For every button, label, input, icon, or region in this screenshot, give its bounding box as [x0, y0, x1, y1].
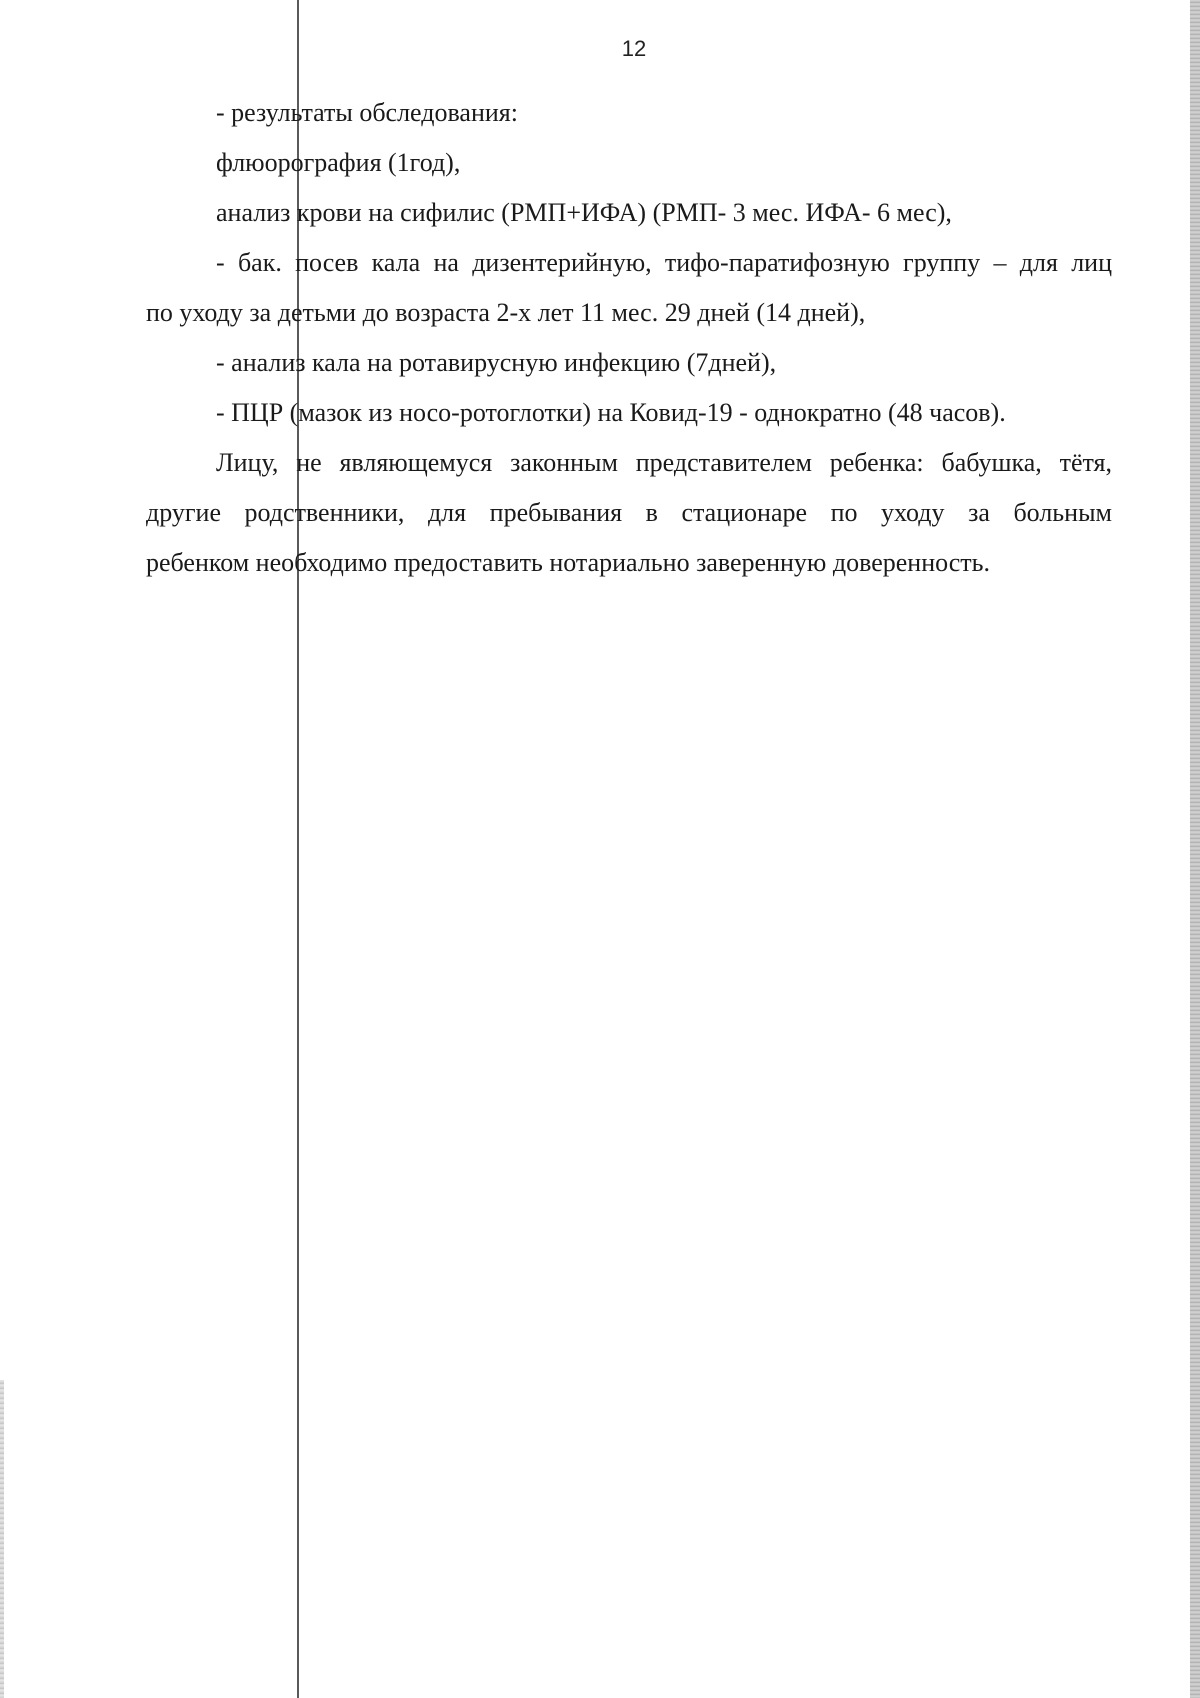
text-line-results: - результаты обследования:: [216, 98, 518, 127]
text-line-fluorography: флюорография (1год),: [216, 148, 461, 177]
text-line-non-guardian: Лицу, не являющемуся законным представителем ребенка: бабушка, тётя,: [216, 448, 1112, 477]
scan-edge-right: [1190, 0, 1200, 1698]
document-body: [146, 88, 1112, 588]
text-line-relatives: другие родственники, для пребывания в стационаре по уходу за больным: [146, 498, 1112, 527]
scan-edge-left: [0, 1380, 4, 1698]
text-line-child-care: по уходу за детьми до возраста 2-х лет 11 мес. 29 дней (14 дней),: [146, 298, 866, 327]
text-line-stool-culture: - бак. посев кала на дизентерийную, тифо-паратифозную группу – для лиц: [216, 248, 1112, 277]
text-line-power-of-attorney: ребенком необходимо предоставить нотариально заверенную доверенность.: [146, 548, 991, 577]
page-number: 12: [621, 36, 647, 61]
text-line-pcr: - ПЦР (мазок из носо-ротоглотки) на Ковид-19 - однократно (48 часов).: [216, 398, 1006, 427]
text-line-rotavirus: - анализ кала на ротавирусную инфекцию (7дней),: [216, 348, 777, 377]
text-line-syphilis-test: анализ крови на сифилис (РМП+ИФА) (РМП- 3 мес. ИФА- 6 мес),: [216, 198, 952, 227]
